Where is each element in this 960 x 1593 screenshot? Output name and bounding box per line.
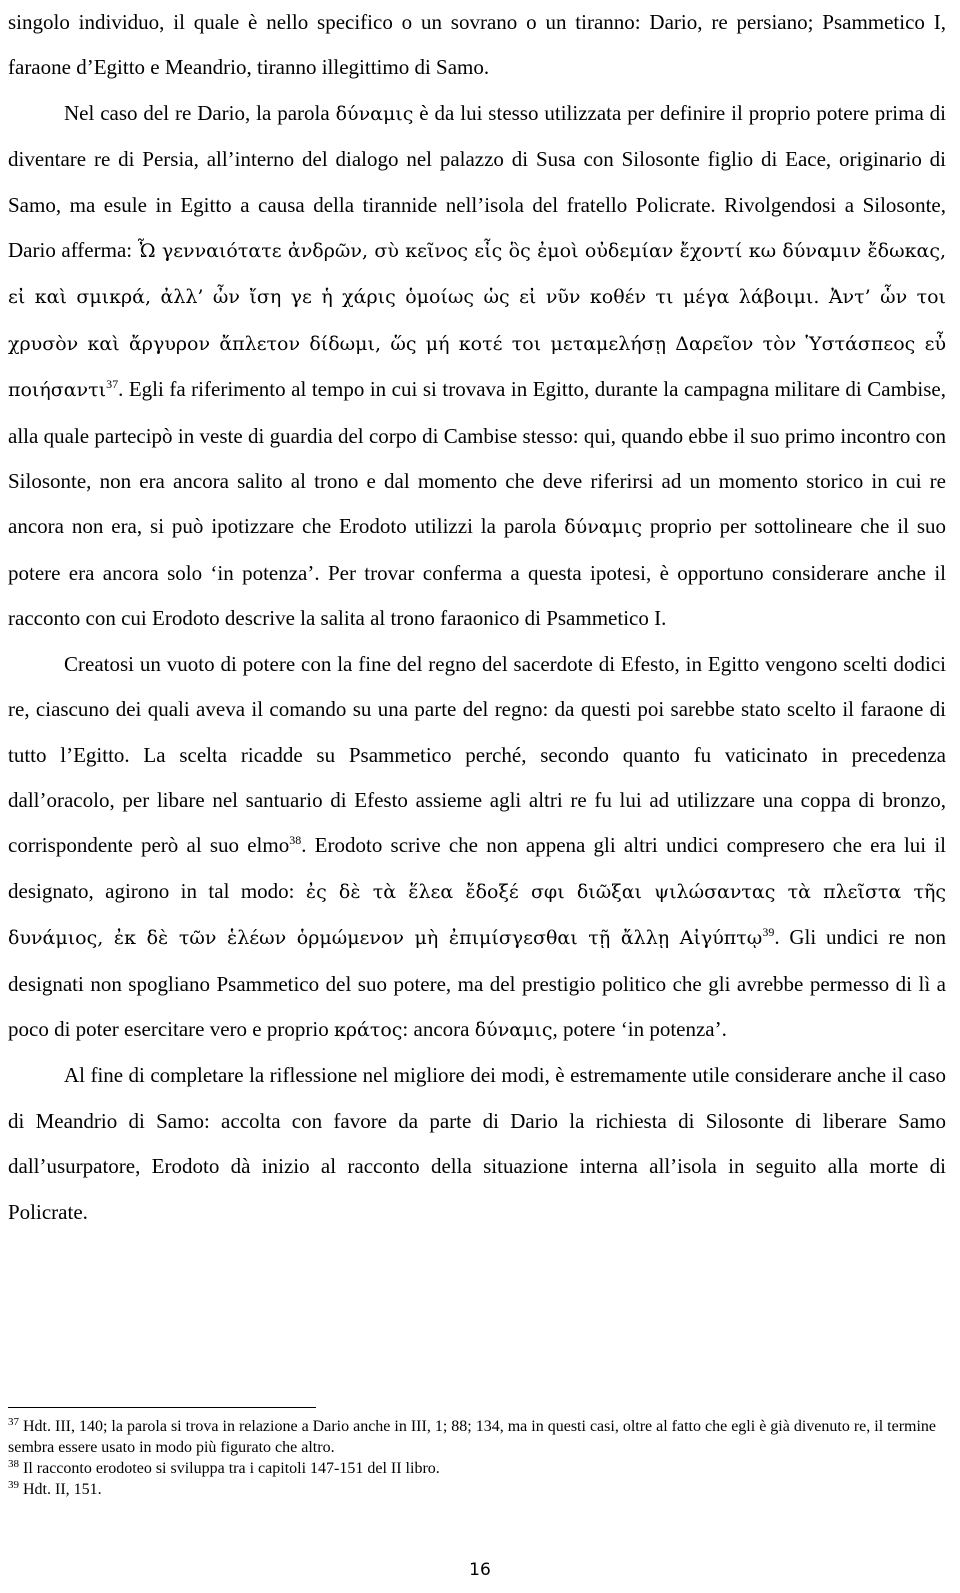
paragraph	[8, 1053, 946, 1235]
text-run: : ancora	[402, 1016, 475, 1041]
text-run: Al fine di completare la riflessione nel migliore dei modi, è estremamente utile considerare anche il caso di Meandrio di Samo: accolta con favore da parte di Dario la richiesta di Silosonte di liberare Samo dall’usurpatore, Erodoto dà inizio al racconto della situazione interna all’isola in seguito alla morte di Policrate.	[8, 1063, 946, 1224]
text-run: singolo individuo, il quale è nello specifico o un sovrano o un tiranno: Dario, re persiano; Psammetico I, faraone d’Egitto e Meandrio, tiranno illegittimo di Samo.	[8, 10, 946, 80]
footnote-number: 37	[8, 1416, 19, 1428]
greek-quotation: δύναμις	[335, 102, 414, 125]
greek-quotation: Ὦ γενναιότατε ἀνδρῶν, σὺ κεῖνος εἶς ὃς ἐμοὶ οὐδεμίαν ἔχοντί κω δύναμιν ἔδωκας, εἰ καὶ σμικρά, ἀλλ’ ὦν ἴση γε ἡ χάρις ὁμοίως ὡς εἰ νῦν κοθέν τι μέγα λάβοιμι. Ἀντ’ ὧν τοι χρυσὸν καὶ ἄργυρον ἄπλετον δίδωμι, ὥς μή κοτέ τοι μεταμελήσῃ Δαρεῖον τὸν Ὑστάσπεος εὖ ποιήσαντι	[8, 240, 947, 402]
text-run: . Gli undici re non designati non spogliano Psammetico del suo potere, ma del prestigio politico che gli avrebbe permesso di lì a poco di poter esercitare vero e proprio	[8, 925, 947, 1041]
footnote-separator	[8, 1407, 316, 1408]
footnote	[8, 1458, 946, 1479]
greek-quotation: δύναμις	[564, 516, 643, 539]
footnote-text: Il racconto erodoteo si sviluppa tra i capitoli 147-151 del II libro.	[23, 1460, 440, 1477]
text-run: . Egli fa riferimento al tempo in cui si trovava in Egitto, durante la campagna militare di Cambise, alla quale partecipò in veste di guardia del corpo di Cambise stesso: qui, quando ebbe il suo primo incontro con Silosonte, non era ancora salito al trono e dal momento che deve riferirsi ad un momento storico in cui re ancora non era, si può ipotizzare che Erodoto utilizzi la parola	[8, 377, 946, 539]
text-run: è da lui stesso utilizzata per definire il proprio potere prima di diventare re di Persia, all’interno del dialogo nel palazzo di Susa con Silosonte figlio di Eace, originario di Samo, ma esule in Egitto a causa della tirannide nell’isola del fratello Policrate. Rivolgendosi a Silosonte, Dario afferma:	[8, 100, 947, 263]
text-run: Nel caso del re Dario, la parola	[64, 100, 336, 125]
footnote-text: Hdt. III, 140; la parola si trova in relazione a Dario anche in III, 1; 88; 134, ma in questi casi, oltre al fatto che egli è già divenuto re, il termine sembra essere usato in modo più figurato che altro.	[8, 1418, 937, 1456]
footnotes	[8, 1416, 946, 1500]
paragraph	[8, 642, 946, 1054]
greek-quotation: δύναμις	[474, 1018, 553, 1041]
text-run: . Erodoto scrive che non appena gli altri undici compresero che era lui il designato, agirono in tal modo:	[8, 833, 946, 903]
text-run: , potere ‘in potenza’.	[552, 1016, 727, 1041]
footnote-reference: 39	[762, 925, 775, 940]
footnote	[8, 1416, 946, 1458]
footnote	[8, 1479, 946, 1500]
footnote-text: Hdt. II, 151.	[23, 1481, 102, 1498]
text-run: proprio per sottolineare che il suo potere era ancora solo ‘in potenza’. Per trovar conferma a questa ipotesi, è opportuno considerare anche il racconto con cui Erodoto descrive la salita al trono faraonico di Psammetico I.	[8, 514, 946, 631]
footnote-reference: 38	[289, 833, 302, 848]
paragraph	[8, 91, 946, 642]
text-run: Creatosi un vuoto di potere con la fine del regno del sacerdote di Efesto, in Egitto vengono scelti dodici re, ciascuno dei quali aveva il comando su una parte del regno: da questi poi sarebbe stato scelto il faraone di tutto l’Egitto. La scelta ricadde su Psammetico perché, secondo quanto fu vaticinato in precedenza dall’oracolo, per libare nel santuario di Efesto assieme agli altri re fu lui ad utilizzare una coppa di bronzo, corrispondente però al suo elmo	[8, 651, 946, 858]
greek-quotation: ἐς δὲ τὰ ἕλεα ἔδοξέ σφι διῶξαι ψιλώσαντας τὰ πλεῖστα τῆς δυνάμιος, ἐκ δὲ τῶν ἑλέων ὁρμώμενον μὴ ἐπιμίσγεσθαι τῇ ἄλλῃ Αἰγύπτῳ	[8, 880, 946, 950]
paragraph	[8, 0, 946, 91]
footnote-reference: 37	[106, 377, 119, 392]
footnote-number: 39	[8, 1479, 19, 1491]
body-text	[8, 0, 946, 1235]
footnote-number: 38	[8, 1458, 19, 1470]
greek-quotation: κράτος	[333, 1018, 403, 1041]
page-number: 16	[469, 1560, 491, 1580]
